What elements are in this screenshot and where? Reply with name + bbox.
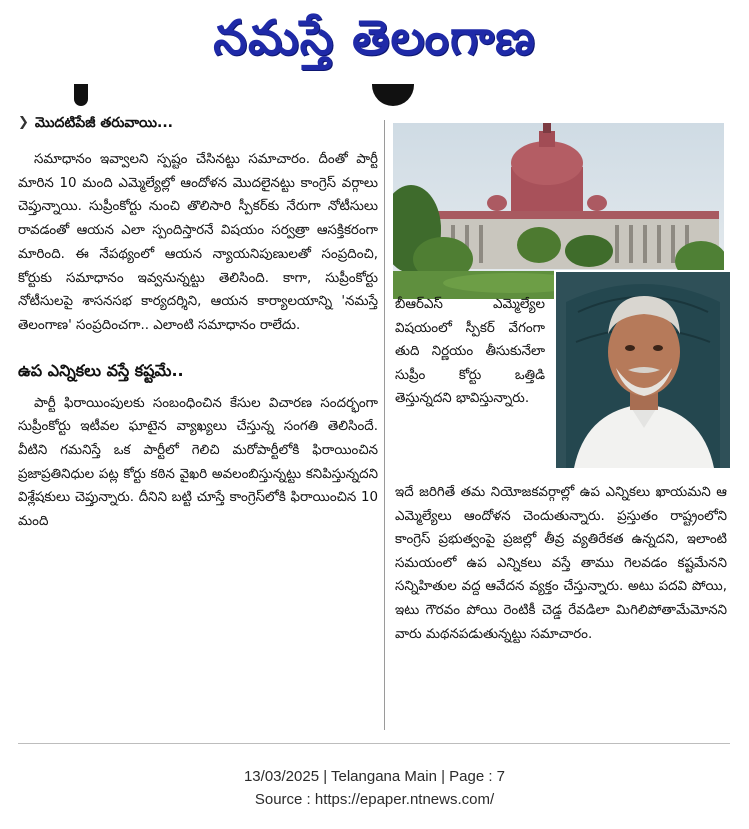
subheading: ఉప ఎన్నికలు వస్తే కష్టమే.. [18,360,184,380]
left-paragraph-1: సమాధానం ఇవ్వాలని స్పష్టం చేసినట్టు సమాచారం. దీంతో పార్టీ మారిన 10 మంది ఎమ్మెల్యేల్లో ఆందోళన మొదలైనట్టు కాంగ్రెస్ వర్గాలు చెప్తున్నాయి. సుప్రీంకోర్టు నుంచి తొలిసారి స్పీకర్‌కు నేరుగా నోటీసులు రావడంతో ఆయన ఎలా స్పందిస్తారనే విషయం సర్వత్రా ఆసక్తికరంగా మారింది. ఈ నేపథ్యంలో ఆయన న్యాయనిపుణులతో సంప్రదించి, కోర్టుకు సమాధానం ఇవ్వనున్నట్టు తెలిసింది. కాగా, సుప్రీంకోర్టు నోటీసులపై శాసనసభ కార్యదర్శిని, ఆయన కార్యాలయాన్ని 'నమస్తే తెలంగాణ' సంప్రదించగా.. ఎలాంటి సమాధానం రాలేదు. [18,152,378,333]
right-paragraph-2: ఇదే జరిగితే తమ నియోజకవర్గాల్లో ఉప ఎన్నికలు ఖాయమని ఆ ఎమ్మెల్యేలు ఆందోళన చెందుతున్నారు. ప్రస్తుతం రాష్ట్రంలోని కాంగ్రెస్ ప్రభుత్వంపై ప్రజల్లో తీవ్ర వ్యతిరేకత ఉన్నదని, ఇలాంటి సమయంలో ఉప ఎన్నికలు వస్తే తాము గెలవడం కష్టమేనని సన్నిహితుల వద్ద ఆవేదన వ్యక్తం చేస్తున్నారు. అటు పదవి పోయి, ఇటు గౌరవం పోయి రెంటికీ చెడ్డ రేవడిలా మిగిలిపోతామేమోనని వారు మథనపడుతున్నట్టు సమాచారం. [395,485,727,642]
right-paragraph-1: బీఆర్‌ఎస్ ఎమ్మెల్యేల విషయంలో స్పీకర్ వేగంగా తుది నిర్ణయం తీసుకునేలా సుప్రీం కోర్టు ఒత్తిడి తెస్తున్నదని భావిస్తున్నారు. [395,297,545,407]
footer-date-line: 13/03/2025 | Telangana Main | Page : 7 [243,768,506,785]
footer-source-line: Source : https://epaper.ntnews.com/ [254,791,495,808]
masthead-title: నమస్తే తెలంగాణ [213,10,536,66]
top-crop-fragment [74,84,88,106]
kicker [18,112,378,134]
left-column [18,112,378,534]
column-divider [384,120,385,730]
right-column-wide [395,481,727,646]
kicker-text: మొదటిపేజీ తరువాయి... [34,115,173,131]
chevron-right-icon: ❯ [18,115,29,130]
bottom-rule [18,743,730,744]
speaker-portrait [554,270,732,470]
top-crop-fragment [372,84,414,106]
right-column-narrow [395,293,545,411]
left-paragraph-2: పార్టీ ఫిరాయింపులకు సంబంధించిన కేసుల విచారణ సందర్భంగా సుప్రీంకోర్టు ఇటీవల ఘాటైన వ్యాఖ్యలు చేస్తున్న సంగతి తెలిసిందే. వీటిని గమనిస్తే ఒక పార్టీలో గెలిచి మరోపార్టీలోకి ఫిరాయించిన ప్రజాప్రతినిధుల పట్ల కోర్టు కఠిన వైఖరి అవలంబిస్తున్నట్టు కనిపిస్తున్నదని విశ్లేషకులు చెప్తున్నారు. దీనిని బట్టి చూస్తే కాంగ్రెస్‌లోకి ఫిరాయించిన 10 మంది [18,395,378,530]
